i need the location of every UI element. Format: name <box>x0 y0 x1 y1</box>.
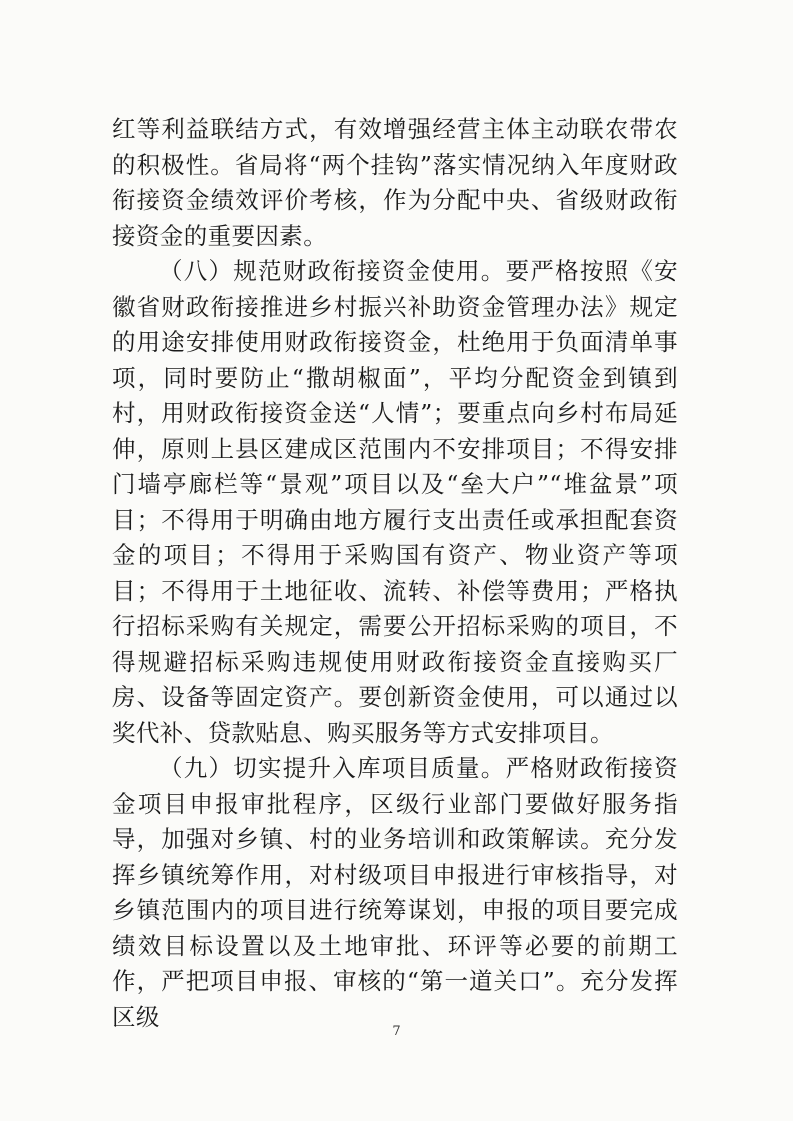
paragraph-continued: 红等利益联结方式，有效增强经营主体主动联农带农的积极性。省局将“两个挂钩”落实情况纳入年度财政衔接资金绩效评价考核，作为分配中央、省级财政衔接资金的重要因素。 <box>112 115 678 250</box>
page-number: 7 <box>392 1024 401 1039</box>
paragraph-section-9: （九）切实提升入库项目质量。严格财政衔接资金项目申报审批程序，区级行业部门要做好服务指导，加强对乡镇、村的业务培训和政策解读。充分发挥乡镇统筹作用，对村级项目申报进行审核指导，对乡镇范围内的项目进行统筹谋划，申报的项目要完成绩效目标设置以及土地审批、环评等必要的前期工作，严把项目申报、审核的“第一道关口”。充分发挥区级 <box>112 754 678 1031</box>
paragraph-section-8: （八）规范财政衔接资金使用。要严格按照《安徽省财政衔接推进乡村振兴补助资金管理办法》规定的用途安排使用财政衔接资金，杜绝用于负面清单事项，同时要防止“撒胡椒面”，平均分配资金到镇到村，用财政衔接资金送“人情”；要重点向乡村布局延伸，原则上县区建成区范围内不安排项目；不得安排门墙亭廊栏等“景观”项目以及“垒大户”“堆盆景”项目；不得用于明确由地方履行支出责任或承担配套资金的项目；不得用于采购国有资产、物业资产等项目；不得用于土地征收、流转、补偿等费用；严格执行招标采购有关规定，需要公开招标采购的项目，不得规避招标采购违规使用财政衔接资金直接购买厂房、设备等固定资产。要创新资金使用，可以通过以奖代补、贷款贴息、购买服务等方式安排项目。 <box>112 257 678 747</box>
page-body <box>112 112 678 1035</box>
